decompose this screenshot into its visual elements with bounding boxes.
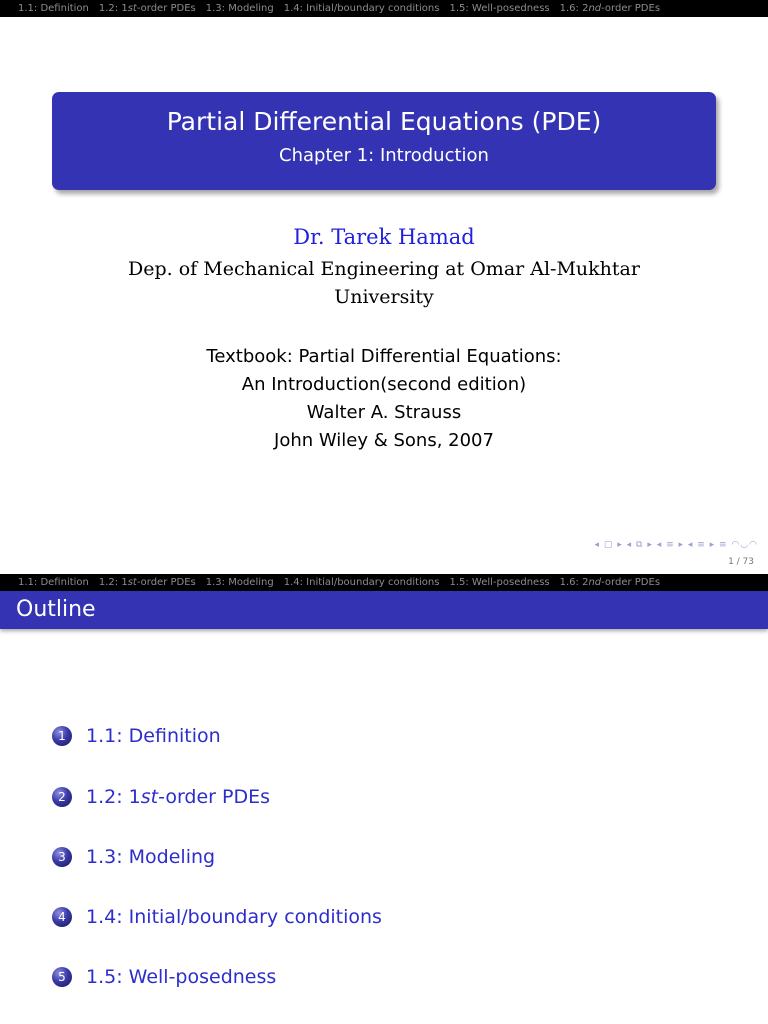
outline-label: 1.4: Initial/boundary conditions [86,906,382,928]
nav-item-conditions[interactable]: 1.4: Initial/boundary conditions [283,577,440,588]
nav-item-modeling[interactable]: 1.3: Modeling [205,577,274,588]
textbook-info [0,343,768,455]
textbook-line: An Introduction(second edition) [241,374,527,395]
section-number-ball: 1 [52,726,72,746]
nav-item-conditions[interactable]: 1.4: Initial/boundary conditions [283,3,440,14]
section-number-ball: 5 [52,967,72,987]
nav-item-second-order[interactable]: 1.6: 2nd-order PDEs [559,3,661,14]
presentation-title: Partial Differential Equations (PDE) [166,107,602,136]
author-name: Dr. Tarek Hamad [293,225,475,249]
section-navbar [0,0,768,17]
section-number-ball: 3 [52,847,72,867]
frame-title-bar [0,591,768,629]
section-number-ball: 2 [52,787,72,807]
outline-label: 1.1: Definition [86,725,221,747]
outline-item-conditions[interactable] [52,902,752,932]
textbook-line: Walter A. Strauss [306,402,462,423]
nav-item-definition[interactable]: 1.1: Definition [18,3,89,14]
nav-item-second-order[interactable]: 1.6: 2nd-order PDEs [559,577,661,588]
outline-label: 1.5: Well-posedness [86,966,277,988]
textbook-line: Textbook: Partial Differential Equations: [206,346,562,367]
page-number: 1 / 73 [728,557,754,567]
section-number-ball: 4 [52,907,72,927]
beamer-navigation-symbols[interactable]: ◂ ▢ ▸ ◂ ⧉ ▸ ◂ ≡ ▸ ◂ ≡ ▸ ≡ ◠◡◠ [594,540,758,550]
outline-item-definition[interactable] [52,721,752,751]
presentation-subtitle: Chapter 1: Introduction [279,145,489,166]
nav-item-definition[interactable]: 1.1: Definition [18,577,89,588]
nav-item-well-posedness[interactable]: 1.5: Well-posedness [449,577,550,588]
nav-item-modeling[interactable]: 1.3: Modeling [205,3,274,14]
outline-item-first-order[interactable] [52,782,752,812]
outline-item-well-posedness[interactable] [52,962,752,992]
nav-item-first-order[interactable]: 1.2: 1st-order PDEs [98,3,196,14]
textbook-line: John Wiley & Sons, 2007 [274,430,494,451]
nav-item-first-order[interactable]: 1.2: 1st-order PDEs [98,577,196,588]
frame-title: Outline [16,597,96,622]
outline-label: 1.3: Modeling [86,846,216,868]
outline-item-modeling[interactable] [52,842,752,872]
outline-slide [0,574,768,1024]
section-navbar [0,574,768,591]
nav-item-well-posedness[interactable]: 1.5: Well-posedness [449,3,550,14]
outline-label: 1.2: 1st-order PDEs [86,786,271,808]
institute: Dep. of Mechanical Engineering at Omar Al-Mukhtar University [128,258,640,308]
title-box [52,92,716,190]
